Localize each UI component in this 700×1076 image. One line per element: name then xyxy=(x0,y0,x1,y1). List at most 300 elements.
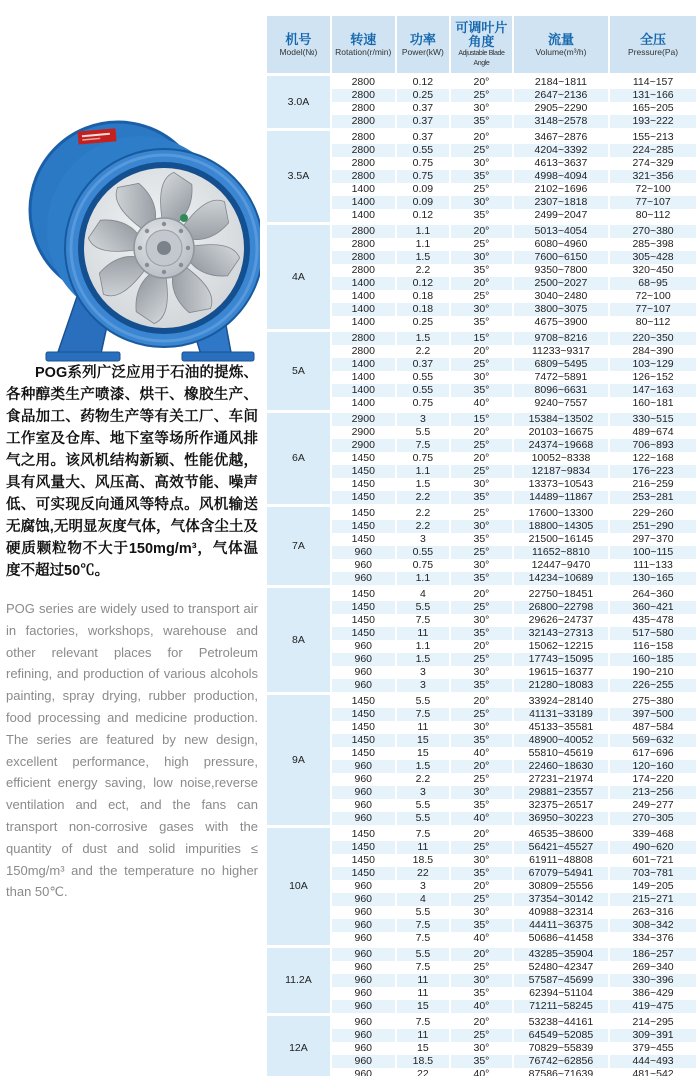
table-row xyxy=(267,144,696,157)
spec-cell: 960 xyxy=(332,546,395,559)
spec-cell: 25° xyxy=(451,841,512,854)
model-cell: 12A xyxy=(267,1013,330,1076)
table-row xyxy=(267,491,696,504)
spec-cell: 2184~1811 xyxy=(514,73,608,89)
spec-cell: 960 xyxy=(332,919,395,932)
spec-cell: 4204~3392 xyxy=(514,144,608,157)
spec-cell: 1450 xyxy=(332,734,395,747)
spec-cell: 0.37 xyxy=(397,128,449,144)
spec-cell: 1400 xyxy=(332,358,395,371)
spec-cell: 11 xyxy=(397,1029,449,1042)
spec-cell: 35° xyxy=(473,533,490,545)
spec-cell: 601~721 xyxy=(632,854,674,866)
spec-cell: 103~129 xyxy=(610,358,696,371)
fan-product-image xyxy=(26,114,260,364)
spec-cell: 36950~30223 xyxy=(514,812,608,825)
spec-cell: 0.12 xyxy=(412,209,434,221)
spec-cell: 284~390 xyxy=(632,345,674,357)
spec-cell: 3040~2480 xyxy=(534,290,588,302)
spec-cell: 2800 xyxy=(332,251,395,264)
spec-cell: 122~168 xyxy=(632,452,674,464)
spec-cell: 71211~58245 xyxy=(514,1000,608,1013)
description-english: POG series are widely used to transport air in factories, workshops, warehouse and other relevant places for Petroleum refining, and production of various alcohols painting, spray drying, rubber production, food processing and medicine production. The series are featured by new design, excellent performance, high pressure, efficient energy saving, low noise,reverse ventilation and ect, and the fans can transport non-corrosive gases with the quantity of dust and solid impurities ≤ 150mg/m³ and the temperature no higher than 50℃. xyxy=(6,601,258,900)
table-row xyxy=(267,987,696,1000)
spec-cell: 960 xyxy=(332,679,395,692)
spec-cell: 213~256 xyxy=(610,786,696,799)
spec-cell: 7.5 xyxy=(415,961,431,973)
spec-cell: 20° xyxy=(451,277,512,290)
table-row xyxy=(267,906,696,919)
table-row xyxy=(267,384,696,397)
spec-cell: 20° xyxy=(451,1013,512,1029)
spec-cell: 490~620 xyxy=(610,841,696,854)
spec-cell: 37354~30142 xyxy=(514,893,608,906)
spec-cell: 0.37 xyxy=(397,358,449,371)
spec-cell: 20° xyxy=(473,452,490,464)
table-row xyxy=(267,974,696,987)
table-row xyxy=(267,452,696,465)
spec-cell: 20° xyxy=(451,585,512,601)
table-row xyxy=(267,627,696,640)
spec-cell: 275~380 xyxy=(610,692,696,708)
spec-cell: 2800 xyxy=(332,144,395,157)
table-row xyxy=(267,572,696,585)
spec-cell: 3 xyxy=(419,533,426,545)
model-cell: 5A xyxy=(267,329,330,410)
spec-cell: 25° xyxy=(473,183,490,195)
spec-cell: 569~632 xyxy=(610,734,696,747)
spec-cell: 960 xyxy=(354,987,373,999)
spec-cell: 1450 xyxy=(351,452,375,464)
spec-cell: 30° xyxy=(473,371,490,383)
spec-cell: 67079~54941 xyxy=(514,867,608,880)
spec-cell: 17743~15095 xyxy=(514,653,608,666)
spec-cell: 19615~16377 xyxy=(528,666,594,678)
spec-cell: 2800 xyxy=(351,238,375,250)
spec-cell: 35° xyxy=(473,799,490,811)
spec-cell: 960 xyxy=(354,640,373,652)
model-cell: 7A xyxy=(267,504,330,585)
spec-cell: 6080~4960 xyxy=(534,238,588,250)
spec-cell: 1450 xyxy=(351,478,375,490)
spec-cell: 2800 xyxy=(351,264,375,276)
spec-cell: 1.5 xyxy=(397,760,449,773)
table-row xyxy=(267,277,696,290)
column-header-zh: 机号 xyxy=(285,32,312,47)
spec-cell: 214~295 xyxy=(610,1013,696,1029)
spec-cell: 160~185 xyxy=(610,653,696,666)
spec-cell: 68~95 xyxy=(610,277,696,290)
spec-cell: 25° xyxy=(451,358,512,371)
spec-cell: 5.5 xyxy=(415,906,431,918)
table-row xyxy=(267,614,696,627)
spec-cell: 165~205 xyxy=(632,102,674,114)
spec-cell: 30° xyxy=(451,196,512,209)
spec-cell: 131~166 xyxy=(610,89,696,102)
spec-cell: 57587~45699 xyxy=(514,974,608,987)
spec-cell: 1.1 xyxy=(397,222,449,238)
spec-cell: 80~112 xyxy=(635,316,671,328)
spec-cell: 1450 xyxy=(332,627,395,640)
column-header-en: Power(kW) xyxy=(401,47,444,57)
spec-cell: 111~133 xyxy=(633,559,673,571)
spec-cell: 960 xyxy=(332,1029,395,1042)
spec-cell: 220~350 xyxy=(610,329,696,345)
spec-cell: 40° xyxy=(451,1000,512,1013)
model-cell: 4A xyxy=(267,222,330,329)
spec-cell: 22 xyxy=(417,1068,429,1076)
spec-cell: 30° xyxy=(451,974,512,987)
spec-cell: 1400 xyxy=(332,277,395,290)
spec-cell: 270~380 xyxy=(610,222,696,238)
spec-cell: 40° xyxy=(473,932,490,944)
table-row xyxy=(267,128,696,144)
spec-cell: 1400 xyxy=(332,303,395,316)
table-row xyxy=(267,238,696,251)
spec-cell: 1450 xyxy=(332,692,395,708)
spec-cell: 1450 xyxy=(332,841,395,854)
spec-cell: 126~152 xyxy=(632,371,674,383)
spec-cell: 35° xyxy=(451,1055,512,1068)
spec-cell: 1400 xyxy=(332,196,395,209)
spec-cell: 1450 xyxy=(332,867,395,880)
spec-cell: 0.18 xyxy=(397,303,449,316)
spec-cell: 30° xyxy=(473,157,490,169)
spec-cell: 35° xyxy=(451,491,512,504)
spec-cell: 960 xyxy=(354,773,373,785)
table-row xyxy=(267,773,696,786)
spec-cell: 35° xyxy=(451,919,512,932)
spec-cell: 2.2 xyxy=(397,504,449,520)
spec-cell: 2.2 xyxy=(415,345,431,357)
spec-cell: 120~160 xyxy=(610,760,696,773)
spec-cell: 20° xyxy=(473,345,490,357)
spec-cell: 15 xyxy=(397,734,449,747)
spec-cell: 30° xyxy=(473,614,490,626)
spec-cell: 20103~16675 xyxy=(528,426,594,438)
spec-cell: 274~329 xyxy=(632,157,674,169)
spec-cell: 5.5 xyxy=(397,692,449,708)
table-row xyxy=(267,209,696,222)
spec-cell: 1400 xyxy=(351,316,375,328)
spec-cell: 5.5 xyxy=(415,426,431,438)
spec-cell: 3 xyxy=(397,679,449,692)
spec-cell: 1450 xyxy=(351,721,375,733)
column-header-zh: 可调叶片角度 xyxy=(455,20,508,49)
table-row xyxy=(267,89,696,102)
spec-cell: 2800 xyxy=(332,115,395,128)
spec-cell: 1450 xyxy=(332,825,395,841)
table-row xyxy=(267,880,696,893)
spec-cell: 215~271 xyxy=(610,893,696,906)
spec-cell: 2800 xyxy=(332,73,395,89)
spec-cell: 7.5 xyxy=(397,708,449,721)
spec-cell: 35° xyxy=(451,679,512,692)
spec-cell: 25° xyxy=(451,1029,512,1042)
spec-cell: 35° xyxy=(451,867,512,880)
spec-cell: 2800 xyxy=(332,128,395,144)
spec-cell: 5.5 xyxy=(397,812,449,825)
spec-cell: 321~356 xyxy=(610,170,696,183)
spec-cell: 20° xyxy=(473,426,490,438)
column-header-zh: 流量 xyxy=(547,32,574,47)
column-header xyxy=(514,16,608,73)
spec-cell: 35° xyxy=(473,209,490,221)
spec-cell: 3467~2876 xyxy=(514,128,608,144)
spec-cell: 18.5 xyxy=(397,1055,449,1068)
table-row xyxy=(267,721,696,734)
spec-cell: 32375~26517 xyxy=(528,799,594,811)
spec-cell: 960 xyxy=(354,666,373,678)
axial-fan-illustration xyxy=(26,114,260,364)
spec-cell: 22750~18451 xyxy=(514,585,608,601)
spec-cell: 25° xyxy=(451,653,512,666)
table-row xyxy=(267,533,696,546)
spec-cell: 320~450 xyxy=(632,264,674,276)
spec-cell: 229~260 xyxy=(610,504,696,520)
spec-cell: 960 xyxy=(332,893,395,906)
spec-cell: 0.09 xyxy=(412,183,434,195)
model-cell: 8A xyxy=(267,585,330,692)
spec-cell: 9240~7557 xyxy=(534,397,588,409)
spec-cell: 4675~3900 xyxy=(534,316,588,328)
table-row xyxy=(267,760,696,773)
spec-cell: 224~285 xyxy=(610,144,696,157)
spec-cell: 0.18 xyxy=(412,290,434,302)
spec-cell: 7.5 xyxy=(397,439,449,452)
table-row xyxy=(267,290,696,303)
table-row xyxy=(267,371,696,384)
spec-cell: 35° xyxy=(451,572,512,585)
column-header-zh: 功率 xyxy=(409,32,436,47)
spec-cell: 1450 xyxy=(332,585,395,601)
spec-cell: 30° xyxy=(451,786,512,799)
table-row xyxy=(267,945,696,961)
spec-cell: 960 xyxy=(332,974,395,987)
description-chinese: POG系列广泛应用于石油的提炼、各种醇类生产喷漆、烘干、橡胶生产、食品加工、药物生产等有关工厂、车间工作室及仓库、地下室等场所作通风排气之用。该风机结构新颖、性能优越，具有风量大、风压高、高效节能、噪声低、可实现反向通风等特点。风机输送无腐蚀,无明显灰度气体，气体含尘土及硬质颗粒物不大于150mg/m³，气体温度不超过50℃。 xyxy=(6,365,258,579)
spec-cell: 25° xyxy=(451,144,512,157)
table-row xyxy=(267,264,696,277)
spec-cell: 1.5 xyxy=(397,653,449,666)
table-row xyxy=(267,786,696,799)
spec-cell: 9708~8216 xyxy=(514,329,608,345)
spec-cell: 7472~5891 xyxy=(534,371,588,383)
table-row xyxy=(267,316,696,329)
spec-cell: 1.1 xyxy=(415,640,431,652)
spec-cell: 25° xyxy=(473,773,490,785)
spec-cell: 27231~21974 xyxy=(528,773,594,785)
spec-cell: 3800~3075 xyxy=(514,303,608,316)
spec-cell: 176~223 xyxy=(610,465,696,478)
spec-cell: 2800 xyxy=(351,345,375,357)
spec-cell: 0.75 xyxy=(412,397,434,409)
table-row xyxy=(267,196,696,209)
spec-cell: 444~493 xyxy=(610,1055,696,1068)
spec-cell: 43285~35904 xyxy=(514,945,608,961)
table-row xyxy=(267,961,696,974)
spec-cell: 226~255 xyxy=(610,679,696,692)
spec-cell: 3 xyxy=(419,880,426,892)
table-row xyxy=(267,585,696,601)
spec-cell: 35° xyxy=(451,115,512,128)
spec-cell: 25° xyxy=(451,465,512,478)
column-header xyxy=(332,16,395,73)
table-row xyxy=(267,410,696,426)
table-row xyxy=(267,692,696,708)
spec-cell: 1.5 xyxy=(397,251,449,264)
spec-cell: 30° xyxy=(451,303,512,316)
table-row xyxy=(267,520,696,533)
spec-cell: 1450 xyxy=(332,520,395,533)
table-row xyxy=(267,73,696,89)
spec-cell: 45133~35581 xyxy=(528,721,594,733)
spec-cell: 155~213 xyxy=(610,128,696,144)
spec-cell: 11652~8810 xyxy=(514,546,608,559)
spec-cell: 20° xyxy=(473,880,490,892)
spec-cell: 25° xyxy=(451,601,512,614)
table-row xyxy=(267,559,696,572)
spec-cell: 4 xyxy=(397,585,449,601)
spec-cell: 4613~3637 xyxy=(534,157,588,169)
spec-cell: 2.2 xyxy=(415,264,431,276)
spec-cell: 4998~4094 xyxy=(514,170,608,183)
table-row xyxy=(267,812,696,825)
spec-cell: 1.1 xyxy=(415,238,431,250)
spec-table xyxy=(265,16,698,1076)
spec-cell: 72~100 xyxy=(635,183,671,195)
spec-cell: 960 xyxy=(332,1000,395,1013)
spec-cell: 15 xyxy=(417,1042,429,1054)
column-header xyxy=(267,16,330,73)
spec-cell: 960 xyxy=(332,1055,395,1068)
spec-cell: 960 xyxy=(354,1068,373,1076)
spec-cell: 11 xyxy=(397,627,449,640)
spec-cell: 1450 xyxy=(351,614,375,626)
spec-cell: 309~391 xyxy=(610,1029,696,1042)
spec-cell: 0.75 xyxy=(412,559,434,571)
spec-cell: 2800 xyxy=(332,89,395,102)
spec-cell: 2102~1696 xyxy=(534,183,588,195)
spec-cell: 216~259 xyxy=(632,478,674,490)
spec-cell: 40° xyxy=(473,747,490,759)
spec-cell: 1450 xyxy=(332,601,395,614)
spec-cell: 0.75 xyxy=(412,452,434,464)
spec-cell: 5.5 xyxy=(397,601,449,614)
spec-cell: 30° xyxy=(473,102,490,114)
spec-cell: 35° xyxy=(473,316,490,328)
spec-cell: 960 xyxy=(332,1013,395,1029)
spec-cell: 334~376 xyxy=(632,932,674,944)
spec-cell: 2800 xyxy=(332,170,395,183)
table-row xyxy=(267,734,696,747)
spec-cell: 41131~33189 xyxy=(514,708,608,721)
spec-cell: 50686~41458 xyxy=(528,932,594,944)
spec-cell: 40° xyxy=(451,812,512,825)
table-row xyxy=(267,799,696,812)
spec-cell: 40° xyxy=(473,397,490,409)
spec-cell: 25° xyxy=(451,89,512,102)
spec-cell: 35° xyxy=(451,734,512,747)
spec-cell: 149~205 xyxy=(632,880,674,892)
spec-cell: 489~674 xyxy=(632,426,674,438)
spec-cell: 308~342 xyxy=(610,919,696,932)
spec-cell: 960 xyxy=(332,760,395,773)
table-row xyxy=(267,303,696,316)
spec-cell: 3 xyxy=(419,666,426,678)
spec-cell: 40988~32314 xyxy=(528,906,594,918)
spec-cell: 193~222 xyxy=(610,115,696,128)
spec-cell: 30809~25556 xyxy=(528,880,594,892)
spec-cell: 29881~23557 xyxy=(514,786,608,799)
spec-cell: 5.5 xyxy=(415,799,431,811)
spec-cell: 2905~2290 xyxy=(534,102,588,114)
table-row xyxy=(267,932,696,945)
spec-cell: 20° xyxy=(451,222,512,238)
spec-cell: 15 xyxy=(397,1000,449,1013)
table-row xyxy=(267,708,696,721)
spec-cell: 0.55 xyxy=(397,546,449,559)
spec-cell: 2900 xyxy=(332,410,395,426)
spec-cell: 62394~51104 xyxy=(529,987,593,999)
spec-cell: 52480~42347 xyxy=(528,961,594,973)
table-row xyxy=(267,679,696,692)
spec-cell: 2900 xyxy=(332,439,395,452)
model-cell: 10A xyxy=(267,825,330,945)
spec-table-container xyxy=(265,16,698,1076)
spec-cell: 0.37 xyxy=(412,102,434,114)
spec-cell: 20° xyxy=(451,825,512,841)
spec-cell: 2900 xyxy=(351,426,375,438)
spec-cell: 2800 xyxy=(332,329,395,345)
spec-cell: 960 xyxy=(354,1042,373,1054)
table-row xyxy=(267,1068,696,1076)
table-row xyxy=(267,504,696,520)
spec-cell: 0.25 xyxy=(412,316,434,328)
spec-cell: 160~181 xyxy=(632,397,674,409)
spec-cell: 1400 xyxy=(351,397,375,409)
column-header xyxy=(451,16,512,73)
spec-cell: 61911~48808 xyxy=(529,854,593,866)
spec-cell: 960 xyxy=(332,945,395,961)
table-row xyxy=(267,747,696,760)
spec-cell: 285~398 xyxy=(632,238,674,250)
spec-cell: 11233~9317 xyxy=(531,345,590,357)
spec-cell: 130~165 xyxy=(610,572,696,585)
spec-cell: 487~584 xyxy=(632,721,674,733)
spec-cell: 264~360 xyxy=(610,585,696,601)
spec-cell: 11 xyxy=(417,721,429,733)
table-row xyxy=(267,919,696,932)
spec-cell: 360~421 xyxy=(610,601,696,614)
spec-cell: 6809~5495 xyxy=(514,358,608,371)
table-row xyxy=(267,1029,696,1042)
spec-cell: 1450 xyxy=(332,504,395,520)
spec-cell: 706~893 xyxy=(610,439,696,452)
spec-cell: 18800~14305 xyxy=(514,520,608,533)
spec-cell: 190~210 xyxy=(632,666,674,678)
table-row xyxy=(267,157,696,170)
spec-cell: 15 xyxy=(417,747,429,759)
spec-cell: 960 xyxy=(354,932,373,944)
spec-cell: 80~112 xyxy=(635,209,671,221)
spec-cell: 25° xyxy=(473,238,490,250)
spec-cell: 26800~22798 xyxy=(514,601,608,614)
spec-cell: 1.1 xyxy=(397,572,449,585)
table-row xyxy=(267,1013,696,1029)
spec-cell: 1450 xyxy=(351,747,375,759)
spec-cell: 0.75 xyxy=(412,157,434,169)
column-header-en: Adjustable Blade Angle xyxy=(458,50,505,67)
